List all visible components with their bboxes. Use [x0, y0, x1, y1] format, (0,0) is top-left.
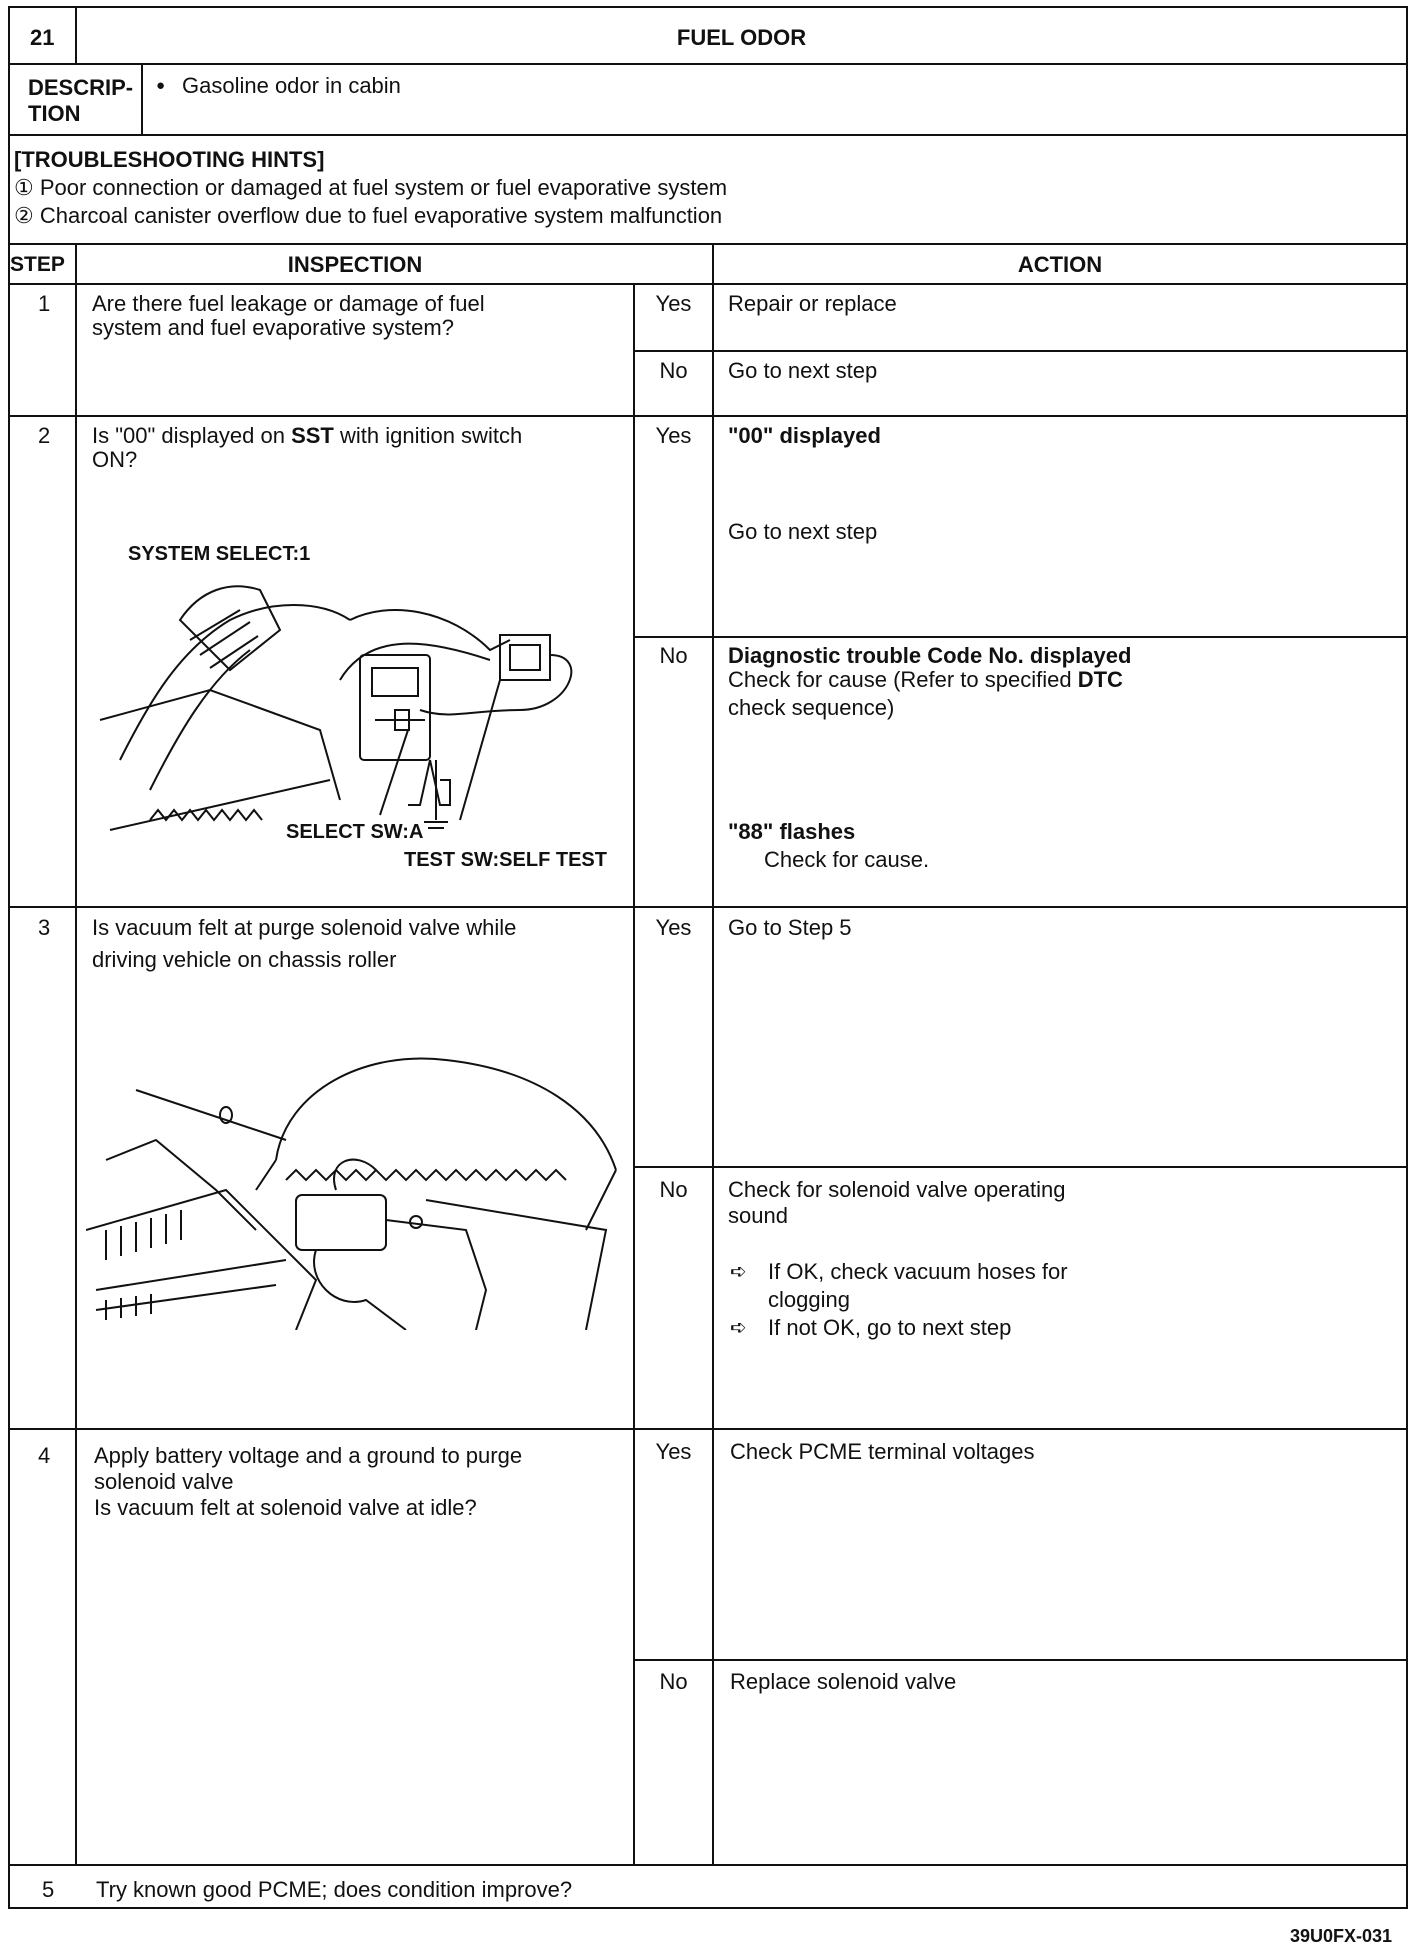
step-3-no-bullet-2: clogging — [768, 1287, 850, 1312]
step-4-inspection-2: solenoid valve — [94, 1469, 234, 1494]
step-number-3: 3 — [38, 915, 51, 940]
step-1-no-label: No — [659, 358, 688, 383]
figure-label-select-sw: SELECT SW:A — [286, 821, 424, 843]
step-3-no-line-2: sound — [728, 1203, 788, 1228]
column-action: ACTION — [1017, 252, 1103, 277]
purge-solenoid-illustration — [86, 1030, 626, 1330]
step-2-no-label: No — [659, 643, 688, 668]
step-2-yes-head: "00" displayed — [728, 423, 881, 448]
step-4-no-label: No — [659, 1669, 688, 1694]
step-1-yes-action: Repair or replace — [728, 291, 897, 316]
column-inspection: INSPECTION — [287, 252, 423, 277]
step-number-4: 4 — [38, 1443, 51, 1468]
step-2-yes-label: Yes — [655, 423, 692, 448]
step-number-2: 2 — [38, 423, 51, 448]
step-2-no-head: Diagnostic trouble Code No. displayed — [728, 643, 1132, 668]
description-label-1: DESCRIP- — [28, 75, 134, 100]
step-3-no-label: No — [659, 1177, 688, 1202]
step-1-inspection-2: system and fuel evaporative system? — [92, 315, 454, 340]
step-1-no-action: Go to next step — [728, 358, 878, 383]
step-2-yes-action: Go to next step — [728, 519, 878, 544]
step-1-yes-label: Yes — [655, 291, 692, 316]
page-title: FUEL ODOR — [676, 25, 807, 50]
step-1-inspection-1: Are there fuel leakage or damage of fuel — [92, 291, 485, 316]
step-3-yes-label: Yes — [655, 915, 692, 940]
step-4-no-action: Replace solenoid valve — [730, 1669, 957, 1694]
figure-code: 39U0FX-031 — [1290, 1926, 1393, 1946]
page-number: 21 — [30, 25, 55, 50]
description-text: Gasoline odor in cabin — [182, 73, 401, 98]
sst-connection-illustration — [90, 560, 630, 850]
step-2-inspection-1: Is "00" displayed on SST with ignition switch — [92, 423, 523, 448]
step-2-no-action-2: Check for cause. — [764, 847, 930, 872]
figure-label-test-sw: TEST SW:SELF TEST — [404, 849, 607, 871]
step-2-no-line-2: check sequence) — [728, 695, 895, 720]
step-number-1: 1 — [38, 291, 51, 316]
step-4-inspection-1: Apply battery voltage and a ground to purge — [94, 1443, 523, 1468]
step-3-no-bullet-1: If OK, check vacuum hoses for — [768, 1259, 1068, 1284]
bullet-icon: ● — [156, 77, 166, 94]
hint-item-1: ① Poor connection or damaged at fuel system or fuel evaporative system — [14, 175, 728, 200]
hints-title: [TROUBLESHOOTING HINTS] — [14, 147, 325, 172]
figure-label-system-select: SYSTEM SELECT:1 — [128, 543, 311, 565]
step-2-no-head-2: "88" flashes — [728, 819, 856, 844]
hint-item-2: ② Charcoal canister overflow due to fuel evaporative system malfunction — [14, 203, 723, 228]
step-3-yes-action: Go to Step 5 — [728, 915, 852, 940]
step-2-no-line-1: Check for cause (Refer to specified DTC — [728, 667, 1123, 692]
arrow-right-icon: ➪ — [730, 1317, 747, 1339]
step-5-inspection: Try known good PCME; does condition improve? — [96, 1877, 573, 1902]
arrow-right-icon: ➪ — [730, 1261, 747, 1283]
step-number-5: 5 — [42, 1877, 55, 1902]
step-3-inspection-1: Is vacuum felt at purge solenoid valve while — [92, 915, 517, 940]
step-3-no-line-1: Check for solenoid valve operating — [728, 1177, 1066, 1202]
column-step: STEP — [10, 253, 65, 276]
step-4-inspection-3: Is vacuum felt at solenoid valve at idle? — [94, 1495, 477, 1520]
description-label-2: TION — [28, 101, 81, 126]
step-3-inspection-2: driving vehicle on chassis roller — [92, 947, 397, 972]
step-4-yes-label: Yes — [655, 1439, 692, 1464]
step-4-yes-action: Check PCME terminal voltages — [730, 1439, 1035, 1464]
step-2-inspection-2: ON? — [92, 447, 138, 472]
step-3-no-bullet-3: If not OK, go to next step — [768, 1315, 1012, 1340]
